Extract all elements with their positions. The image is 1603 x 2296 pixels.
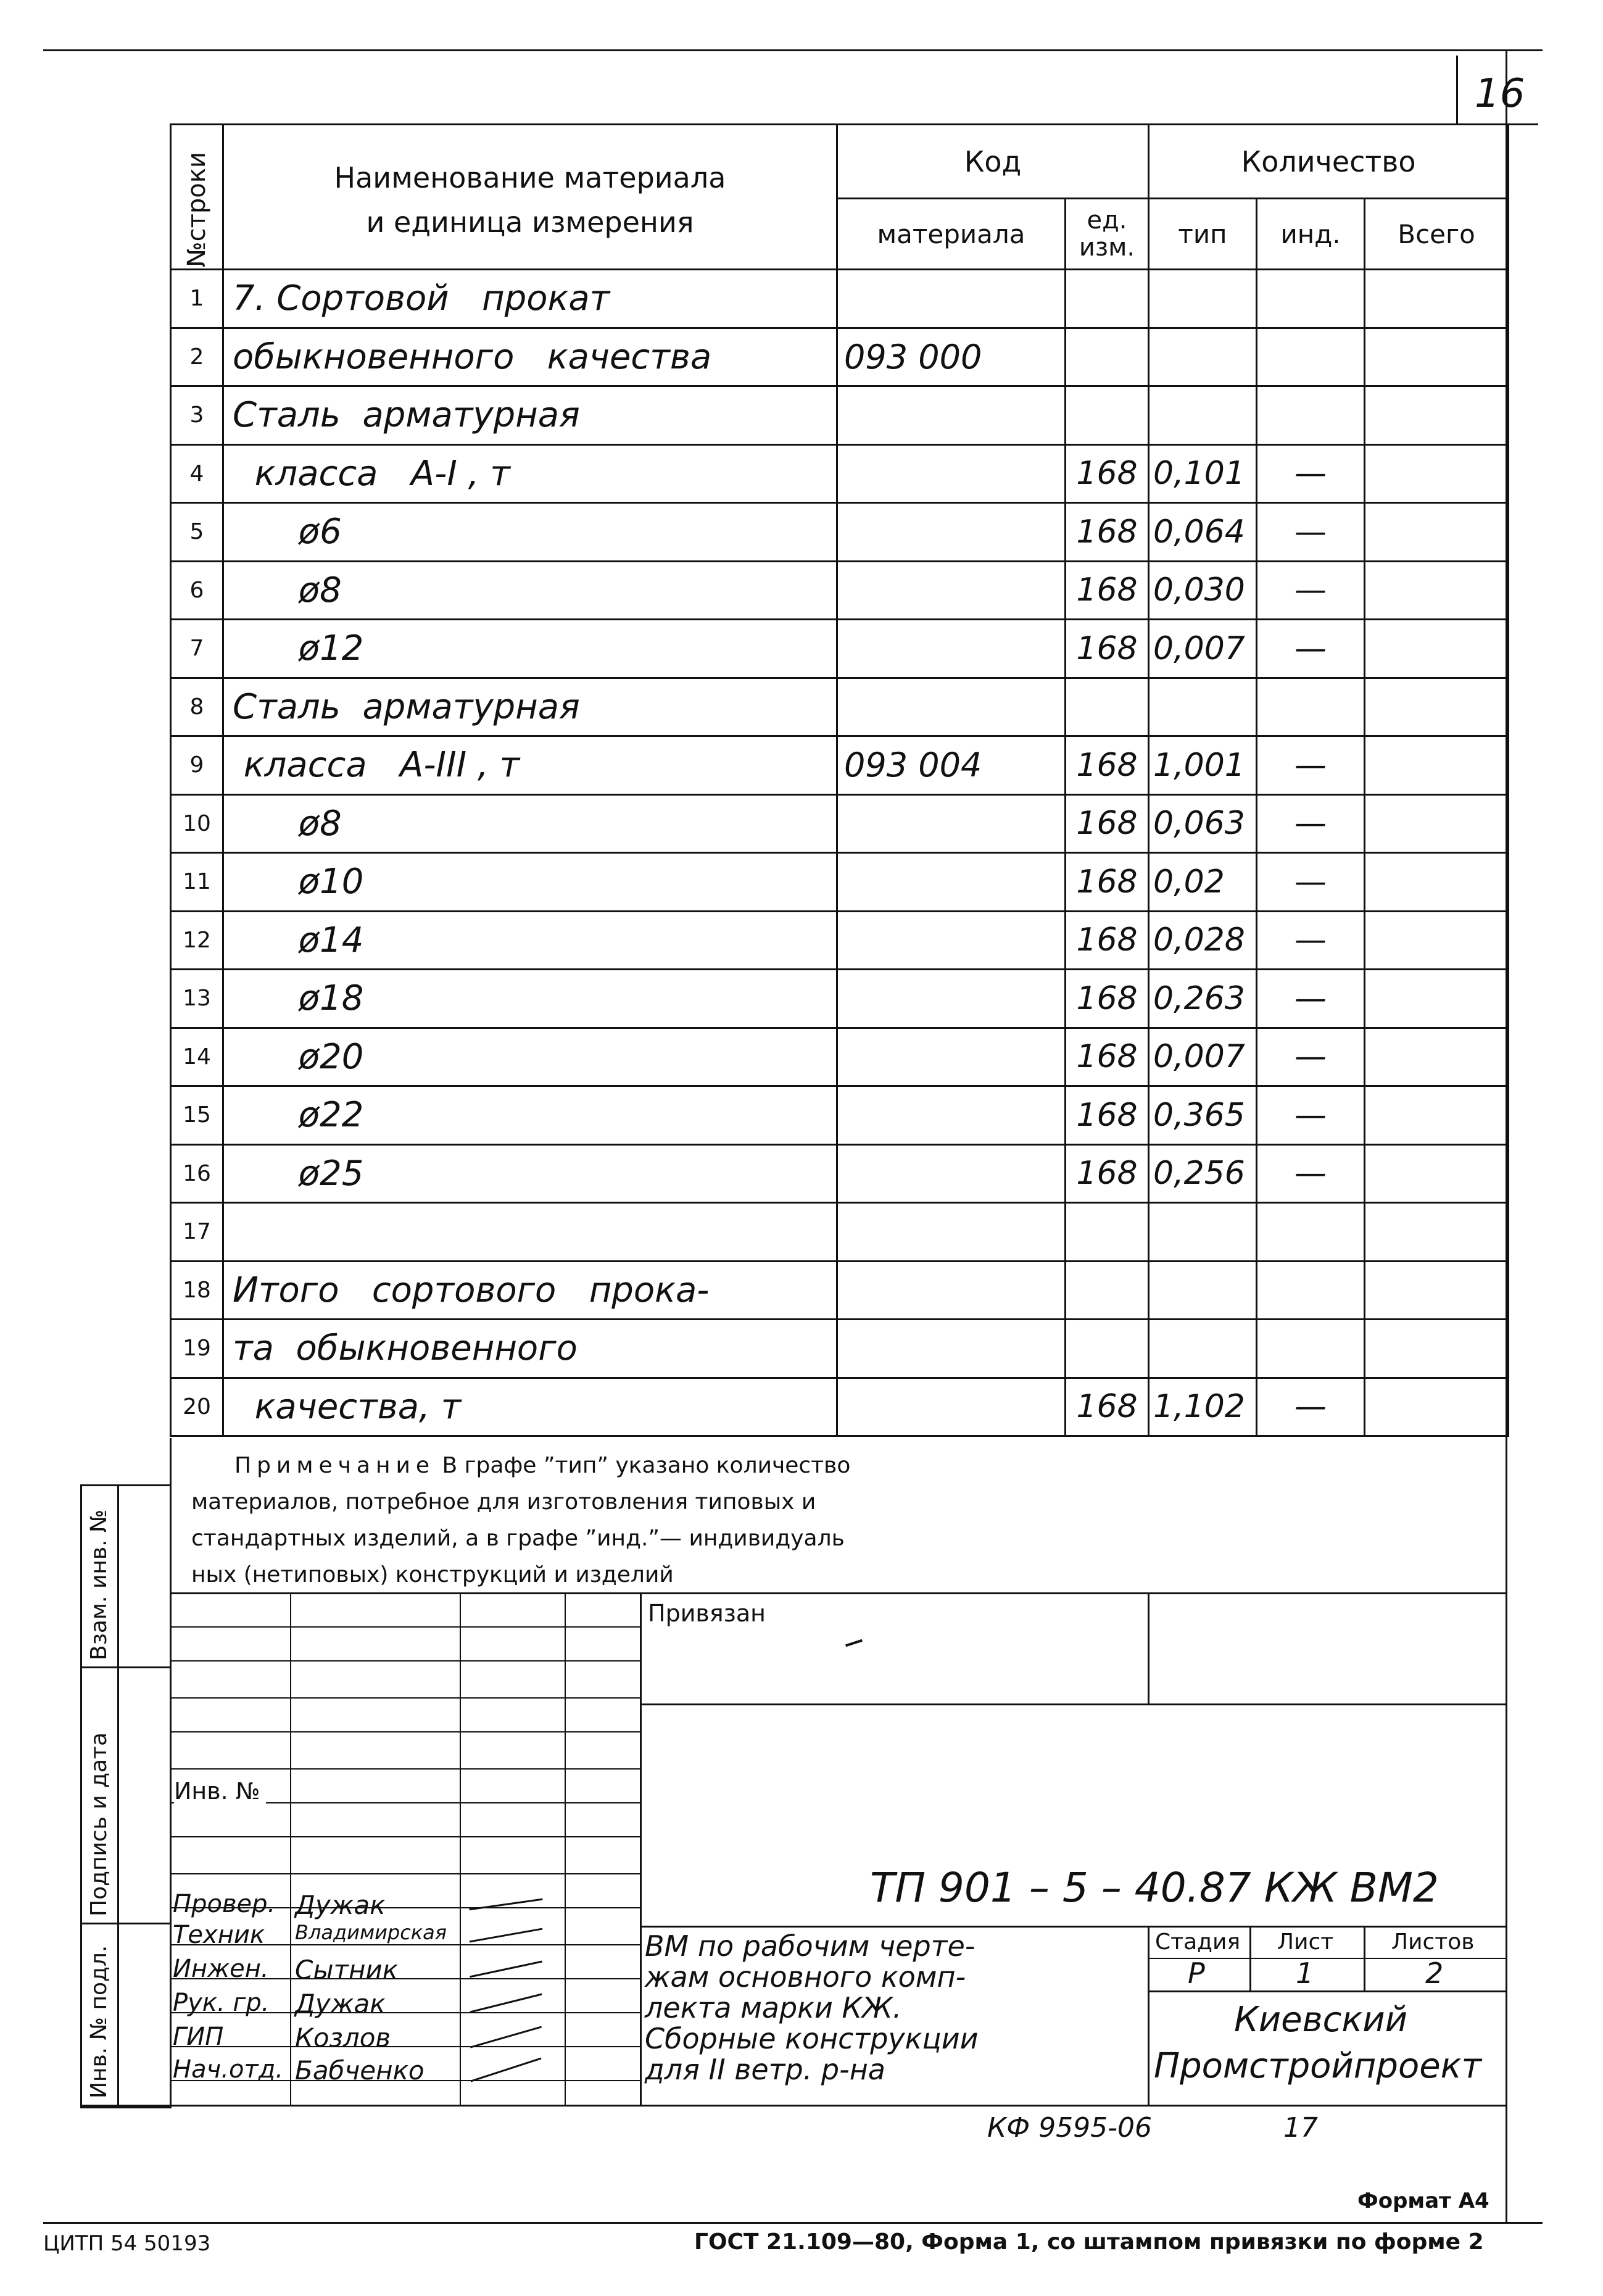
grid-hline — [170, 1697, 642, 1699]
row-individual: — — [1257, 970, 1365, 1028]
row-number: 19 — [171, 1320, 223, 1378]
header-quantity: Количество — [1149, 125, 1509, 199]
row-individual — [1257, 678, 1365, 736]
row-individual — [1257, 270, 1365, 328]
stamp-left-grid — [170, 1592, 642, 2105]
row-number: 1 — [171, 270, 223, 328]
row-unit: 168 — [1066, 1086, 1149, 1145]
row-unit — [1066, 1320, 1149, 1378]
row-type: 0,064 — [1149, 503, 1257, 562]
row-unit: 168 — [1066, 970, 1149, 1028]
stamp-inv-no: Инв. № — [174, 1778, 266, 1805]
header-name — [223, 125, 837, 270]
grid-hline — [170, 1626, 642, 1628]
row-individual: — — [1257, 794, 1365, 853]
table-row — [171, 503, 1509, 562]
row-number: 13 — [171, 970, 223, 1028]
bound-mark — [845, 1639, 863, 1647]
row-total — [1365, 853, 1509, 912]
row-code — [837, 1261, 1066, 1320]
row-total — [1365, 736, 1509, 795]
note-label: Примечание — [234, 1453, 436, 1478]
table-row — [171, 1144, 1509, 1203]
row-number: 14 — [171, 1028, 223, 1086]
row-number: 11 — [171, 853, 223, 912]
row-name: ø12 — [223, 620, 837, 678]
row-individual: — — [1257, 736, 1365, 795]
table-row — [171, 328, 1509, 386]
stamp-role: Рук. гр. — [173, 1989, 270, 2017]
row-individual: — — [1257, 561, 1365, 620]
doc-code-divider — [642, 1926, 1507, 1928]
row-number: 9 — [171, 736, 223, 795]
stamp-name: Сытник — [295, 1955, 399, 1985]
row-type: 1,001 — [1149, 736, 1257, 795]
header-unit-line2: изм. — [1079, 233, 1135, 262]
table-row — [171, 386, 1509, 445]
grid-v4 — [640, 1592, 642, 2105]
desc-line-3: Сборные конструкции — [645, 2022, 979, 2055]
stamp-name: Бабченко — [295, 2055, 425, 2086]
stamp-name: Козлов — [295, 2023, 391, 2053]
row-total — [1365, 444, 1509, 503]
row-total — [1365, 270, 1509, 328]
bound-divider-h — [642, 1703, 1507, 1705]
format-label: Формат А4 — [1357, 2189, 1489, 2213]
row-name: Сталь арматурная — [223, 678, 837, 736]
row-number: 8 — [171, 678, 223, 736]
grid-hline — [170, 2046, 642, 2047]
row-code — [837, 678, 1066, 736]
row-name: та обыкновенного — [223, 1320, 837, 1378]
row-number: 3 — [171, 386, 223, 445]
row-total — [1365, 911, 1509, 970]
row-individual: — — [1257, 1378, 1365, 1436]
note-line2: материалов, потребное для изготовления типовых и — [191, 1489, 816, 1515]
row-type: 0,101 — [1149, 444, 1257, 503]
row-number: 18 — [171, 1261, 223, 1320]
table-row — [171, 1028, 1509, 1086]
col-row-no — [171, 125, 223, 270]
row-type: 0,263 — [1149, 970, 1257, 1028]
row-individual — [1257, 1203, 1365, 1262]
row-name: класса А-I , т — [223, 444, 837, 503]
row-number: 6 — [171, 561, 223, 620]
row-unit: 168 — [1066, 853, 1149, 912]
row-type: 0,063 — [1149, 794, 1257, 853]
desc-line-4: для II ветр. р-на — [645, 2053, 885, 2086]
row-unit: 168 — [1066, 794, 1149, 853]
row-unit: 168 — [1066, 736, 1149, 795]
row-individual — [1257, 386, 1365, 445]
stamp-name: Дужак — [295, 1989, 386, 2019]
row-number: 15 — [171, 1086, 223, 1145]
row-code — [837, 561, 1066, 620]
row-unit — [1066, 678, 1149, 736]
note-line3: стандартных изделий, а в графе ”инд.”— индивидуаль — [191, 1526, 845, 1551]
row-code — [837, 911, 1066, 970]
row-name: ø22 — [223, 1086, 837, 1145]
row-type: 0,365 — [1149, 1086, 1257, 1145]
stamp-name: Дужак — [295, 1890, 386, 1920]
row-name: ø14 — [223, 911, 837, 970]
row-individual — [1257, 1261, 1365, 1320]
row-total — [1365, 328, 1509, 386]
row-code — [837, 620, 1066, 678]
row-individual: — — [1257, 1144, 1365, 1203]
stamp-name: Владимирская — [295, 1921, 447, 1944]
row-individual: — — [1257, 1028, 1365, 1086]
table-row — [171, 970, 1509, 1028]
row-type — [1149, 386, 1257, 445]
grid-v3 — [565, 1592, 566, 2105]
row-individual: — — [1257, 503, 1365, 562]
row-name: ø18 — [223, 970, 837, 1028]
row-code — [837, 1378, 1066, 1436]
row-number: 5 — [171, 503, 223, 562]
row-code — [837, 270, 1066, 328]
row-unit — [1066, 1261, 1149, 1320]
row-number: 12 — [171, 911, 223, 970]
row-total — [1365, 503, 1509, 562]
table-row — [171, 561, 1509, 620]
row-total — [1365, 1086, 1509, 1145]
grid-v2 — [460, 1592, 461, 2105]
side-divider-2 — [80, 1923, 170, 1924]
row-unit: 168 — [1066, 444, 1149, 503]
row-total — [1365, 620, 1509, 678]
row-total — [1365, 678, 1509, 736]
header-individual: инд. — [1257, 199, 1365, 270]
row-unit: 168 — [1066, 561, 1149, 620]
bound-divider-v — [1148, 1592, 1149, 1703]
table-row — [171, 444, 1509, 503]
row-code: 093 000 — [837, 328, 1066, 386]
grid-hline — [170, 1768, 642, 1770]
row-name: ø25 — [223, 1144, 837, 1203]
stage-divider-h2 — [1148, 1990, 1507, 1992]
row-code — [837, 1028, 1066, 1086]
row-total — [1365, 1261, 1509, 1320]
sheet-value: 1 — [1296, 1957, 1314, 1990]
desc-line-1: жам основного комп- — [645, 1960, 966, 1994]
row-unit: 168 — [1066, 1144, 1149, 1203]
row-type — [1149, 1320, 1257, 1378]
row-individual — [1257, 328, 1365, 386]
stage-label: Стадия — [1155, 1929, 1241, 1955]
row-total — [1365, 794, 1509, 853]
row-individual: — — [1257, 911, 1365, 970]
desc-line-0: ВМ по рабочим черте- — [645, 1929, 975, 1963]
header-material: материала — [837, 199, 1066, 270]
side-label-replace-inv: Взам. инв. № — [86, 1509, 112, 1660]
header-type: тип — [1149, 199, 1257, 270]
stage-divider-v0 — [1148, 1926, 1149, 2105]
row-individual: — — [1257, 1086, 1365, 1145]
row-type: 0,007 — [1149, 1028, 1257, 1086]
row-individual — [1257, 1320, 1365, 1378]
row-type — [1149, 328, 1257, 386]
row-code — [837, 1203, 1066, 1262]
row-type: 0,256 — [1149, 1144, 1257, 1203]
grid-hline — [170, 1660, 642, 1662]
table-row — [171, 1203, 1509, 1262]
grid-v1 — [290, 1592, 291, 2105]
table-row — [171, 1378, 1509, 1436]
table-row — [171, 620, 1509, 678]
side-label-sign-date: Подпись и дата — [86, 1732, 112, 1916]
header-name-line1: Наименование материала — [334, 161, 726, 194]
sheets-value: 2 — [1425, 1957, 1444, 1990]
row-code — [837, 1320, 1066, 1378]
stamp-role: Техник — [173, 1921, 265, 1949]
stamp-bound: Привязан — [648, 1600, 766, 1627]
table-row — [171, 911, 1509, 970]
grid-hline — [170, 1731, 642, 1732]
row-number: 10 — [171, 794, 223, 853]
stamp-role: ГИП — [173, 2023, 224, 2051]
stamp-doc-code: ТП 901 – 5 – 40.87 КЖ ВМ2 — [870, 1864, 1439, 1911]
left-code: ЦИТП 54 50193 — [43, 2231, 211, 2256]
row-number: 17 — [171, 1203, 223, 1262]
stamp-role: Провер. — [173, 1890, 276, 1918]
row-total — [1365, 1203, 1509, 1262]
row-unit: 168 — [1066, 1028, 1149, 1086]
row-name: 7. Сортовой прокат — [223, 270, 837, 328]
table-row — [171, 270, 1509, 328]
sheet-number: 16 — [1475, 71, 1525, 117]
row-name — [223, 1203, 837, 1262]
row-name: Итого сортового прока- — [223, 1261, 837, 1320]
row-type: 0,007 — [1149, 620, 1257, 678]
row-unit — [1066, 270, 1149, 328]
row-code — [837, 503, 1066, 562]
row-type — [1149, 678, 1257, 736]
row-total — [1365, 386, 1509, 445]
row-number: 20 — [171, 1378, 223, 1436]
row-code — [837, 970, 1066, 1028]
row-number: 2 — [171, 328, 223, 386]
header-code: Код — [837, 125, 1149, 199]
desc-line-2: лекта марки КЖ. — [645, 1991, 902, 2024]
note-line4: ных (нетиповых) конструкций и изделий — [191, 1562, 674, 1587]
stage-value: Р — [1188, 1957, 1205, 1990]
note-line1 — [191, 1447, 850, 1484]
row-individual: — — [1257, 853, 1365, 912]
row-name: ø10 — [223, 853, 837, 912]
gost-label: ГОСТ 21.109—80, Форма 1, со штампом привязки по форме 2 — [694, 2229, 1484, 2255]
row-type — [1149, 270, 1257, 328]
row-total — [1365, 1144, 1509, 1203]
top-border — [43, 49, 1543, 51]
materials-table — [170, 123, 1509, 1437]
grid-hline — [170, 1873, 642, 1874]
stamp-description — [645, 1931, 979, 2085]
org-line1: Киевский — [1234, 2000, 1408, 2040]
row-unit: 168 — [1066, 620, 1149, 678]
copy-page: 17 — [1283, 2112, 1318, 2144]
row-name: обыкновенного качества — [223, 328, 837, 386]
row-unit — [1066, 1203, 1149, 1262]
header-total: Всего — [1365, 199, 1509, 270]
note — [191, 1447, 850, 1593]
row-code — [837, 1144, 1066, 1203]
row-code — [837, 386, 1066, 445]
table-row — [171, 1261, 1509, 1320]
row-type — [1149, 1203, 1257, 1262]
grid-hline — [170, 1836, 642, 1837]
stamp-bottom-border — [80, 2105, 1507, 2107]
row-number: 16 — [171, 1144, 223, 1203]
table-row — [171, 1086, 1509, 1145]
table-row — [171, 1320, 1509, 1378]
sheets-label: Листов — [1391, 1929, 1475, 1955]
row-individual: — — [1257, 444, 1365, 503]
stamp-role: Нач.отд. — [173, 2055, 284, 2084]
header-name-line2: и единица измерения — [366, 206, 694, 239]
row-type: 0,028 — [1149, 911, 1257, 970]
row-name: ø8 — [223, 561, 837, 620]
stamp-role: Инжен. — [173, 1955, 269, 1983]
table-row — [171, 794, 1509, 853]
row-name: качества, т — [223, 1378, 837, 1436]
row-code — [837, 1086, 1066, 1145]
row-individual: — — [1257, 620, 1365, 678]
row-type: 0,02 — [1149, 853, 1257, 912]
row-total — [1365, 1378, 1509, 1436]
row-number: 4 — [171, 444, 223, 503]
table-row — [171, 736, 1509, 795]
sheet-label: Лист — [1277, 1929, 1334, 1955]
row-total — [1365, 561, 1509, 620]
row-code — [837, 853, 1066, 912]
row-unit: 168 — [1066, 1378, 1149, 1436]
note-text1: В графе ”тип” указано количество — [435, 1453, 851, 1478]
row-code — [837, 794, 1066, 853]
format-line — [43, 2222, 1543, 2224]
row-unit: 168 — [1066, 911, 1149, 970]
header-unit-line1: ед. — [1087, 206, 1127, 235]
row-type — [1149, 1261, 1257, 1320]
org-line2: Промстройпроект — [1154, 2046, 1482, 2086]
row-total — [1365, 1320, 1509, 1378]
header-row-no: №строки — [183, 152, 211, 267]
row-name: ø20 — [223, 1028, 837, 1086]
header-unit — [1066, 199, 1149, 270]
row-total — [1365, 1028, 1509, 1086]
row-unit: 168 — [1066, 503, 1149, 562]
row-type: 1,102 — [1149, 1378, 1257, 1436]
row-total — [1365, 970, 1509, 1028]
row-name: класса А-III , т — [223, 736, 837, 795]
table-row — [171, 853, 1509, 912]
copy-number: КФ 9595-06 — [987, 2112, 1152, 2144]
side-label-inv-orig: Инв. № подл. — [86, 1945, 112, 2098]
row-name: ø8 — [223, 794, 837, 853]
side-divider-1 — [80, 1666, 170, 1668]
row-unit — [1066, 386, 1149, 445]
row-number: 7 — [171, 620, 223, 678]
row-name: ø6 — [223, 503, 837, 562]
row-code — [837, 444, 1066, 503]
row-code: 093 004 — [837, 736, 1066, 795]
row-unit — [1066, 328, 1149, 386]
side-inner-line — [117, 1484, 119, 2105]
row-type: 0,030 — [1149, 561, 1257, 620]
table-row — [171, 678, 1509, 736]
row-name: Сталь арматурная — [223, 386, 837, 445]
